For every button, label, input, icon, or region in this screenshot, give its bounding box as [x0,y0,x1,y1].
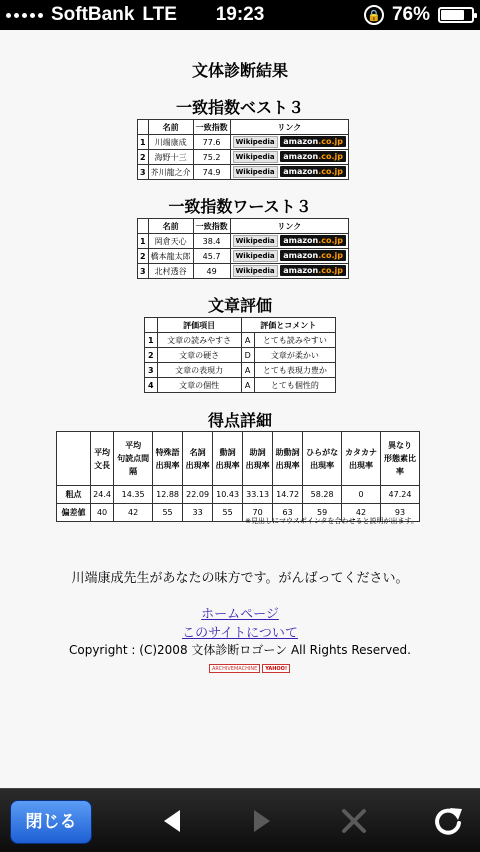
row-label: 粗点 [57,486,91,504]
grade: D [241,348,254,363]
link-cell [230,249,348,264]
rank: 1 [138,234,149,249]
table-row [138,264,349,279]
table-row [138,249,349,264]
close-button[interactable]: 閉じる [10,800,92,844]
score: 75.2 [193,150,230,165]
table-row [138,135,349,150]
value-cell: 22.09 [183,486,213,504]
amazon-tld: .co.jp [318,167,343,176]
details-title: 得点詳細 [207,411,272,430]
wikipedia-link[interactable]: Wikipedia [233,136,278,148]
header-item: 評価項目 [157,318,241,333]
header-auxverb-rate[interactable] [273,432,303,486]
author-name: 北村透谷 [148,264,193,279]
rank: 1 [138,135,149,150]
amazon-link[interactable] [280,136,346,147]
link-cell [230,135,348,150]
yahoo-badge[interactable]: YAHOO! [262,664,290,673]
back-arrow-icon[interactable] [154,803,190,839]
header-label: 動詞 出現率 [215,447,240,470]
header-avg-punctuation-interval[interactable] [114,432,153,486]
table-row [145,348,336,363]
carrier-name: SoftBank [51,4,135,25]
amazon-link[interactable] [280,166,346,177]
table-row [138,150,349,165]
table-row [145,378,336,393]
network-type: LTE [142,4,177,25]
num: 3 [145,363,158,378]
value-cell: 33 [183,504,213,522]
header-blank [57,432,91,486]
amazon-link[interactable] [280,265,346,276]
value-cell: 12.88 [153,486,183,504]
rotation-lock-icon: 🔒 [364,5,384,25]
value-cell: 58.28 [303,486,342,504]
header-avg-sentence-length[interactable] [91,432,114,486]
grade: A [241,363,254,378]
amazon-logo-text: amazon [283,251,319,260]
details-note: ※見出しにマウスポインタを合わせると説明が出ます。 [245,517,418,525]
header-label: 平均 文長 [94,447,111,470]
author-name: 川端康成 [148,135,193,150]
link-cell [230,264,348,279]
table-header-row [138,120,349,135]
web-content [0,30,480,788]
link-cell [230,150,348,165]
value-cell: 59 [303,504,342,522]
value-cell: 33.13 [243,486,273,504]
author-name: 海野十三 [148,150,193,165]
header-name: 名前 [148,219,193,234]
comment: とても個性的 [254,378,335,393]
table-row [57,486,420,504]
header-link: リンク [230,120,348,135]
status-right [364,4,474,26]
amazon-logo-text: amazon [283,167,319,176]
stop-icon[interactable] [336,803,372,839]
forward-arrow-icon[interactable] [244,803,280,839]
value-cell: 14.35 [114,486,153,504]
author-name: 芥川龍之介 [148,165,193,180]
reload-icon[interactable] [430,803,466,839]
header-rank [138,219,149,234]
table-row [145,333,336,348]
amazon-tld: .co.jp [318,137,343,146]
header-label: カタカナ 出現率 [345,447,378,470]
table-row [145,363,336,378]
link-cell [230,165,348,180]
home-link[interactable]: ホームページ [201,607,279,622]
row-label: 偏差値 [57,504,91,522]
amazon-link[interactable] [280,235,346,246]
value-cell: 70 [243,504,273,522]
status-bar [0,0,480,30]
score: 77.6 [193,135,230,150]
score: 74.9 [193,165,230,180]
value-cell: 14.72 [273,486,303,504]
worst-table [137,218,349,279]
table-row [138,234,349,249]
score: 49 [193,264,230,279]
item: 文章の個性 [157,378,241,393]
header-link: リンク [230,219,348,234]
score: 45.7 [193,249,230,264]
bottom-toolbar [0,788,480,852]
archive-badge[interactable]: ARCHIVEMACHINE [209,664,260,673]
best-table [137,119,349,180]
footer-badges [209,664,290,673]
header-label: ひらがな 出現率 [306,447,339,470]
value-cell: 40 [91,504,114,522]
item: 文章の硬さ [157,348,241,363]
header-name: 名前 [148,120,193,135]
grade: A [241,333,254,348]
table-header-row [145,318,336,333]
amazon-link[interactable] [280,151,346,162]
num: 1 [145,333,158,348]
amazon-logo-text: amazon [283,152,319,161]
table-header-row [138,219,349,234]
battery-fill [441,10,464,20]
evaluation-table [144,317,336,393]
details-table [56,431,420,522]
value-cell: 63 [273,504,303,522]
comment: とても読みやすい [254,333,335,348]
result-message: 川端康成先生があなたの味方です。がんばってください。 [71,571,409,586]
header-rank [138,120,149,135]
wikipedia-link[interactable]: Wikipedia [233,166,278,178]
rank: 2 [138,150,149,165]
header-hiragana-rate[interactable] [303,432,342,486]
value-cell: 42 [114,504,153,522]
link-cell [230,234,348,249]
value-cell: 47.24 [380,486,419,504]
header-label: 名詞 出現率 [185,447,210,470]
battery-percent: 76% [391,4,430,25]
header-verb-rate[interactable] [213,432,243,486]
amazon-tld: .co.jp [318,236,343,245]
rank: 3 [138,264,149,279]
amazon-logo-text: amazon [283,137,319,146]
value-cell: 24.4 [91,486,114,504]
table-header-row [57,432,420,486]
num: 2 [145,348,158,363]
header-score: 一致指数 [193,219,230,234]
header-katakana-rate[interactable] [342,432,381,486]
header-label: 異なり 形態素比 率 [383,441,416,476]
best-title: 一致指数ベスト３ [175,98,304,117]
score: 38.4 [193,234,230,249]
num: 4 [145,378,158,393]
wikipedia-link[interactable]: Wikipedia [233,151,278,163]
amazon-tld: .co.jp [318,251,343,260]
header-score: 一致指数 [193,120,230,135]
battery-icon [438,7,474,23]
amazon-logo-text: amazon [283,236,319,245]
about-link[interactable]: このサイトについて [182,626,298,641]
value-cell: 55 [153,504,183,522]
item: 文章の表現力 [157,363,241,378]
amazon-logo-text: amazon [283,266,319,275]
table-row [138,165,349,180]
amazon-tld: .co.jp [318,152,343,161]
copyright: Copyright : (C)2008 文体診断ロゴーン All Rights Reserved. [68,643,411,657]
header-comment: 評価とコメント [241,318,335,333]
value-cell: 0 [342,486,381,504]
header-label: 平均 句読点間 隔 [117,441,150,476]
wikipedia-link[interactable]: Wikipedia [233,250,278,262]
grade: A [241,378,254,393]
header-label: 助動詞 出現率 [275,447,300,470]
evaluation-title: 文章評価 [207,296,272,315]
worst-title: 一致指数ワースト３ [168,197,312,216]
header-particle-rate[interactable] [243,432,273,486]
header-special-word-rate[interactable] [153,432,183,486]
header-label: 特殊語 出現率 [155,447,180,470]
item: 文章の読みやすさ [157,333,241,348]
wikipedia-link[interactable]: Wikipedia [233,235,278,247]
header-label: 助詞 出現率 [245,447,270,470]
value-cell: 55 [213,504,243,522]
header-num [145,318,158,333]
clock: 19:23 [215,4,265,25]
wikipedia-link[interactable]: Wikipedia [233,265,278,277]
rank: 3 [138,165,149,180]
value-cell: 10.43 [213,486,243,504]
page-title: 文体診断結果 [191,61,288,80]
value-cell: 93 [380,504,419,522]
rank: 2 [138,249,149,264]
comment: とても表現力豊か [254,363,335,378]
author-name: 岡倉天心 [148,234,193,249]
comment: 文章が柔かい [254,348,335,363]
header-noun-rate[interactable] [183,432,213,486]
amazon-link[interactable] [280,250,346,261]
value-cell: 42 [342,504,381,522]
header-morpheme-ratio[interactable] [380,432,419,486]
amazon-tld: .co.jp [318,266,343,275]
author-name: 橋本龍太郎 [148,249,193,264]
